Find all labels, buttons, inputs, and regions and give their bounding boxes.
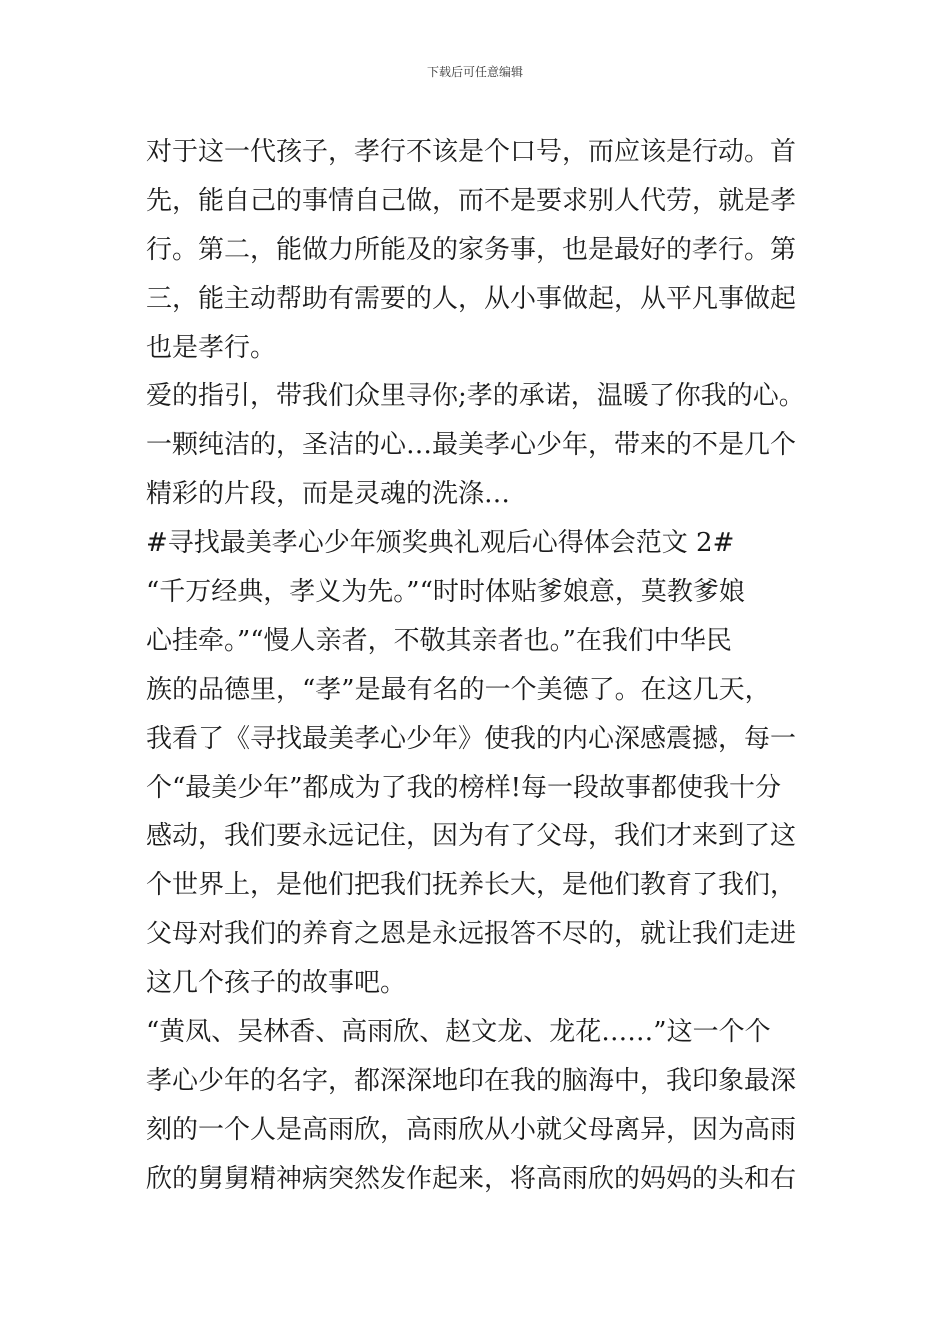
text-line: 孝心少年的名字，都深深地印在我的脑海中，我印象最深 bbox=[146, 1065, 797, 1096]
document-body bbox=[146, 128, 814, 1204]
text-line: 父母对我们的养育之恩是永远报答不尽的，就让我们走进 bbox=[146, 919, 797, 950]
section-heading: #寻找最美孝心少年颁奖典礼观后心得体会范文 2# bbox=[146, 528, 735, 559]
text-line: “黄凤、吴林香、高雨欣、赵文龙、龙花……”这一个个 bbox=[146, 1017, 771, 1048]
text-line: 心挂牵。”“慢人亲者，不敬其亲者也。”在我们中华民 bbox=[146, 625, 732, 656]
text-line: 我看了《寻找最美孝心少年》使我的内心深感震撼，每一 bbox=[146, 723, 797, 754]
text-line: 刻的一个人是高雨欣，高雨欣从小就父母离异，因为高雨 bbox=[146, 1114, 797, 1145]
text-line: 个“最美少年”都成为了我的榜样!每一段故事都使我十分 bbox=[146, 772, 782, 803]
text-line: 也是孝行。 bbox=[146, 332, 277, 363]
text-line: 精彩的片段，而是灵魂的洗涤… bbox=[146, 479, 511, 510]
text-line: 三，能主动帮助有需要的人，从小事做起，从平凡事做起 bbox=[146, 283, 797, 314]
text-line: 欣的舅舅精神病突然发作起来，将高雨欣的妈妈的头和右 bbox=[146, 1163, 797, 1194]
text-line: 先，能自己的事情自己做，而不是要求别人代劳，就是孝 bbox=[146, 185, 797, 216]
text-line: “千万经典，孝义为先。”“时时体贴爹娘意，莫教爹娘 bbox=[146, 577, 745, 608]
text-line: 行。第二，能做力所能及的家务事，也是最好的孝行。第 bbox=[146, 234, 797, 265]
page-header-note: 下载后可任意编辑 bbox=[426, 65, 523, 79]
text-line: 爱的指引，带我们众里寻你;孝的承诺，温暖了你我的心。 bbox=[146, 381, 805, 412]
text-line: 族的品德里，“孝”是最有名的一个美德了。在这几天， bbox=[146, 674, 771, 705]
text-line: 对于这一代孩子，孝行不该是个口号，而应该是行动。首 bbox=[146, 137, 797, 167]
text-line: 一颗纯洁的，圣洁的心…最美孝心少年，带来的不是几个 bbox=[146, 430, 797, 461]
text-line: 感动，我们要永远记住，因为有了父母，我们才来到了这 bbox=[146, 821, 797, 852]
text-line: 个世界上，是他们把我们抚养长大，是他们教育了我们， bbox=[146, 870, 797, 901]
text-line: 这几个孩子的故事吧。 bbox=[146, 968, 407, 999]
